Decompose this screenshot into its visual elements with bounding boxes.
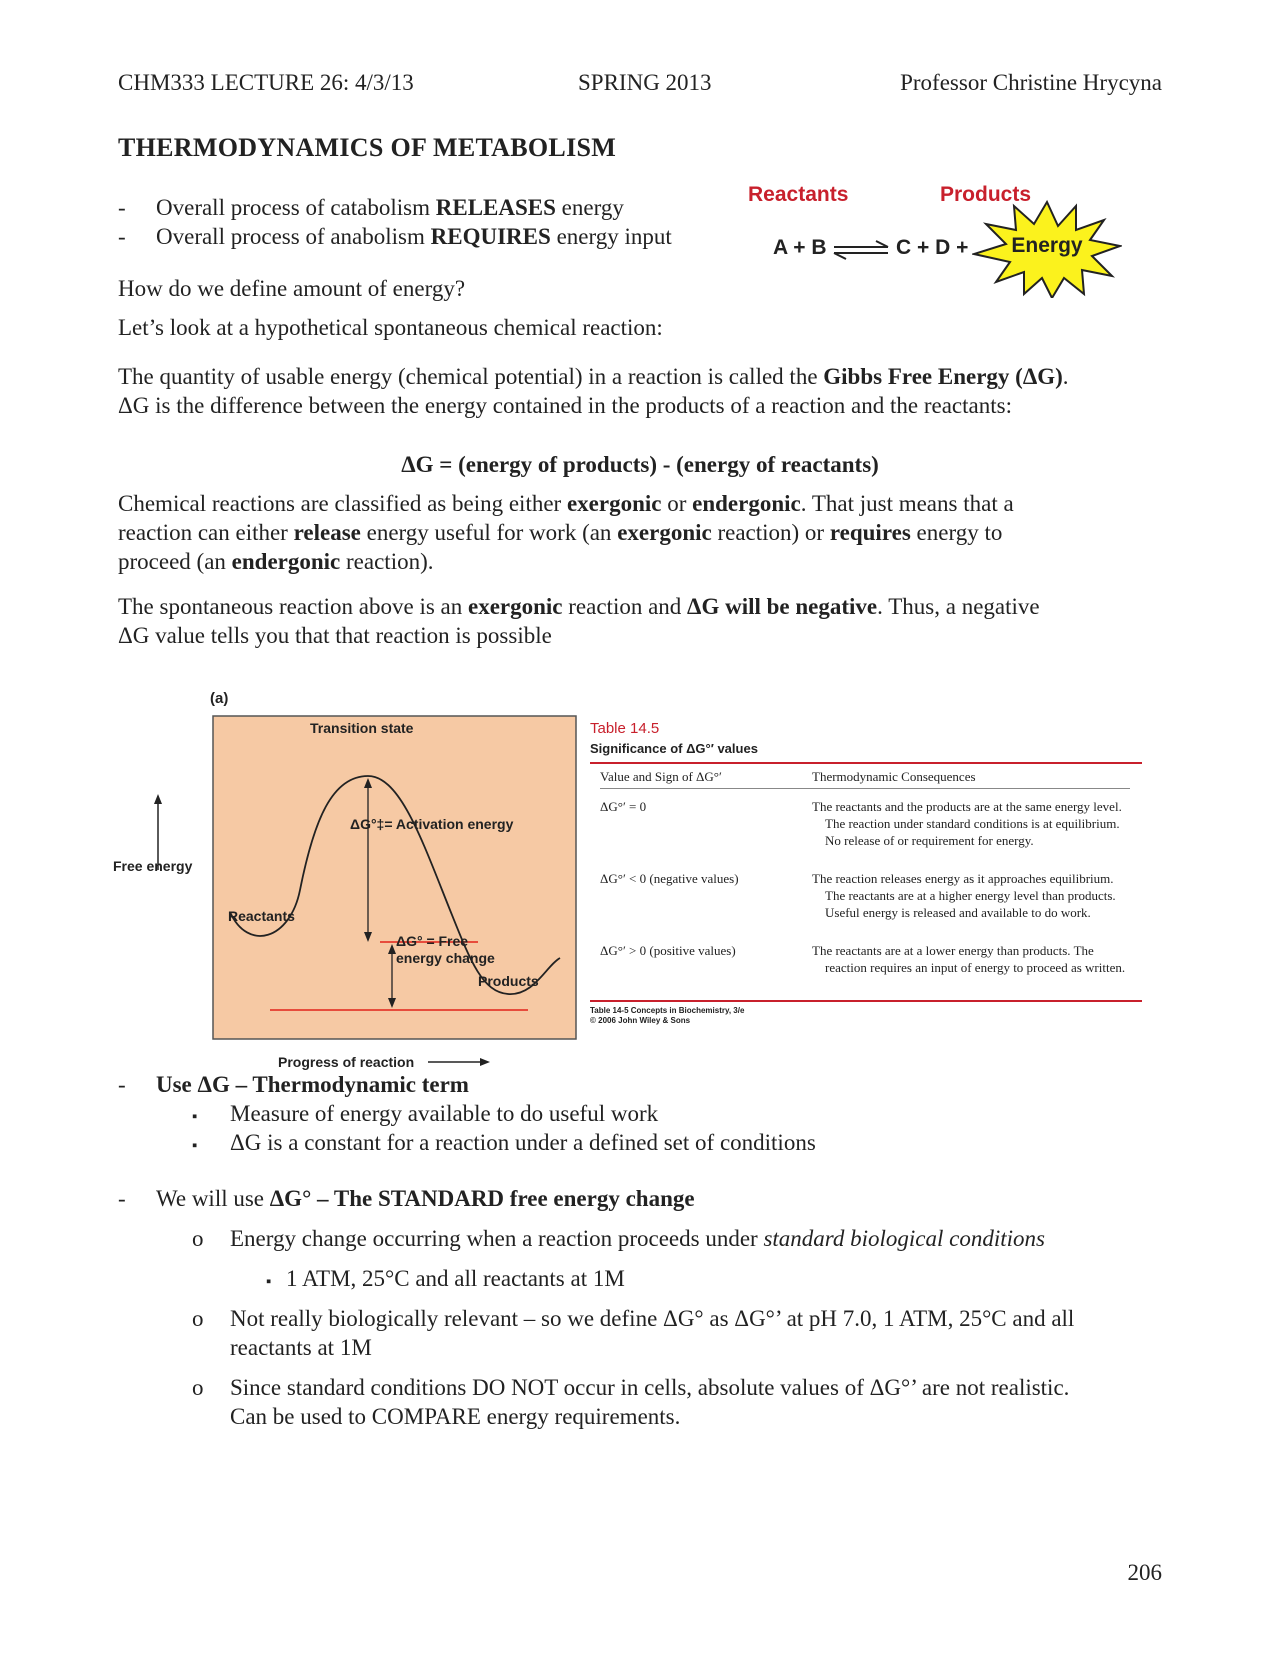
list-item-text: Not really biologically relevant – so we define ΔG° as ΔG°’ at pH 7.0, 1 ATM, 25°C and all <box>230 1306 1075 1331</box>
list-item-text: reactants at 1M <box>230 1335 372 1360</box>
list-item <box>192 1304 1075 1360</box>
circle-marker: o <box>192 1226 204 1251</box>
panel-label: (a) <box>210 690 229 707</box>
section-delta-g <box>118 1070 469 1099</box>
para-bold: exergonic <box>566 491 662 516</box>
sub-list-item-text: 1 ATM, 25°C and all reactants at 1M <box>286 1266 625 1291</box>
bullet-marker: ▪ <box>192 1109 198 1125</box>
para-text: Chemical reactions are classified as being either <box>118 491 567 516</box>
para-bold: ΔG will be negative <box>687 594 878 619</box>
list-item <box>192 1373 1070 1429</box>
para-bold: exergonic <box>617 520 712 545</box>
table-row-value: ΔG°′ < 0 (negative values) <box>600 871 739 886</box>
reaction-figure <box>740 180 1140 300</box>
reactants-label: Reactants <box>228 908 295 924</box>
bullet-marker: ▪ <box>192 1138 198 1154</box>
table-row-consequence: The reactants are at a lower energy than products. The reaction requires an input of energy to proceed as written. <box>812 943 1126 975</box>
header-professor: Professor Christine Hrycyna <box>900 70 1162 95</box>
list-item-text: Can be used to COMPARE energy requirements. <box>230 1404 681 1429</box>
header-course: CHM333 LECTURE 26: 4/3/13 <box>118 70 414 95</box>
question-hypothetical-reaction: Let’s look at a hypothetical spontaneous chemical reaction: <box>118 315 663 340</box>
list-item-text: ΔG is a constant for a reaction under a defined set of conditions <box>230 1130 816 1155</box>
dash-marker: - <box>118 224 126 249</box>
gibbs-bold: Gibbs Free Energy (ΔG) <box>823 364 1063 389</box>
activation-energy-label: ΔG°‡= Activation energy <box>350 816 514 832</box>
plot-background <box>213 716 576 1039</box>
circle-marker: o <box>192 1306 204 1331</box>
table-row-consequence: The reactants and the products are at the same energy level. The reaction under standard conditions is at equilibrium. No release of or requirement for energy. <box>812 799 1122 848</box>
spontaneous-paragraph <box>118 592 1040 650</box>
gibbs-equation: ΔG = (energy of products) - (energy of reactants) <box>401 452 879 477</box>
page-number: 206 <box>1127 1560 1162 1585</box>
intro-bullet-text: Overall process of catabolism <box>156 195 436 220</box>
gibbs-text: The quantity of usable energy (chemical potential) in a reaction is called the <box>118 364 824 389</box>
free-energy-change-line1: ΔG° = Free <box>396 933 469 949</box>
para-bold: requires <box>829 520 911 545</box>
gibbs-paragraph <box>118 362 1069 420</box>
para-bold: endergonic <box>692 491 801 516</box>
para-text: reaction and <box>562 594 688 619</box>
equation-left: A + B <box>773 236 827 259</box>
para-text: ΔG value tells you that that reaction is possible <box>118 623 552 648</box>
para-bold: endergonic <box>231 549 341 574</box>
para-text: proceed (an <box>118 549 232 574</box>
list-item <box>192 1224 1045 1253</box>
equation-right: C + D + <box>896 236 969 259</box>
dash-marker: - <box>118 1072 126 1097</box>
para-text: energy to <box>910 520 1003 545</box>
sub-list-item <box>266 1264 625 1297</box>
list-item-text: Measure of energy available to do useful work <box>230 1101 659 1126</box>
free-energy-change-label <box>396 933 495 967</box>
energy-curve-plot <box>110 690 580 1090</box>
table-source-line1: Table 14-5 Concepts in Biochemistry, 3/e <box>590 1006 745 1015</box>
para-text: reaction) or <box>711 520 830 545</box>
page-title: THERMODYNAMICS OF METABOLISM <box>118 133 617 162</box>
reactants-label: Reactants <box>748 183 849 206</box>
gibbs-definition: ΔG is the difference between the energy contained in the products of a reaction and the reactants: <box>118 393 1012 418</box>
circle-marker: o <box>192 1375 204 1400</box>
list-item-italic: standard biological conditions <box>763 1226 1045 1251</box>
free-energy-change-line2: energy change <box>396 950 495 966</box>
list-item <box>192 1128 816 1161</box>
section-standard <box>118 1184 695 1213</box>
energy-label: Energy <box>1011 234 1083 257</box>
para-bold: exergonic <box>468 594 563 619</box>
para-text: or <box>661 491 693 516</box>
table-source-line2: © 2006 John Wiley & Sons <box>590 1016 691 1025</box>
para-text: The spontaneous reaction above is an <box>118 594 468 619</box>
products-label: Products <box>940 183 1032 206</box>
intro-bullet-text: energy input <box>550 224 672 249</box>
para-text: . Thus, a negative <box>877 594 1040 619</box>
bullet-marker: ▪ <box>266 1274 272 1290</box>
significance-table <box>590 720 1142 1025</box>
gibbs-text: . <box>1062 364 1069 389</box>
intro-bullet-text: energy <box>555 195 624 220</box>
table-row-value: ΔG°′ > 0 (positive values) <box>600 943 736 958</box>
dash-marker: - <box>118 195 126 220</box>
table-source <box>590 1006 744 1026</box>
header-rule <box>600 788 1130 789</box>
intro-bullet-bold: REQUIRES <box>430 224 551 249</box>
classification-paragraph <box>118 489 1014 576</box>
transition-state-label: Transition state <box>310 720 414 736</box>
table-bottom-rule <box>590 1000 1142 1002</box>
para-text: energy useful for work (an <box>360 520 618 545</box>
intro-bullet-catabolism <box>118 193 624 222</box>
dash-marker: - <box>118 1186 126 1211</box>
y-axis-label: Free energy <box>113 858 193 874</box>
column-header-value: Value and Sign of ΔG°′ <box>600 769 722 784</box>
column-header-consequences: Thermodynamic Consequences <box>812 769 976 784</box>
intro-bullet-anabolism <box>118 222 672 251</box>
table-title: Significance of ΔG°′ values <box>590 741 758 756</box>
energy-diagram <box>110 690 580 1090</box>
section-heading: Use ΔG – Thermodynamic term <box>156 1072 469 1097</box>
section-heading-bold: ΔG° – The STANDARD free energy change <box>269 1186 695 1211</box>
para-bold: release <box>293 520 361 545</box>
list-item-text: Energy change occurring when a reaction proceeds under <box>230 1226 764 1251</box>
x-axis-label: Progress of reaction <box>278 1054 415 1070</box>
question-define-energy: How do we define amount of energy? <box>118 276 466 301</box>
products-label: Products <box>478 973 539 989</box>
table-caption: Table 14.5 <box>590 720 660 737</box>
table-row-value: ΔG°′ = 0 <box>600 799 647 814</box>
table-row-consequence: The reaction releases energy as it approaches equilibrium. The reactants are at a higher energy level than products. Useful energy is released and available to do work. <box>812 871 1116 920</box>
para-text: reaction can either <box>118 520 294 545</box>
table-top-rule <box>590 762 1142 764</box>
header-term: SPRING 2013 <box>578 70 712 95</box>
list-item-text: Since standard conditions DO NOT occur in cells, absolute values of ΔG°’ are not realistic. <box>230 1375 1070 1400</box>
para-text: reaction). <box>340 549 434 574</box>
intro-bullet-text: Overall process of anabolism <box>156 224 431 249</box>
para-text: . That just means that a <box>800 491 1014 516</box>
section-heading-text: We will use <box>156 1186 270 1211</box>
equilibrium-arrow-icon <box>830 238 892 262</box>
intro-bullet-bold: RELEASES <box>435 195 556 220</box>
